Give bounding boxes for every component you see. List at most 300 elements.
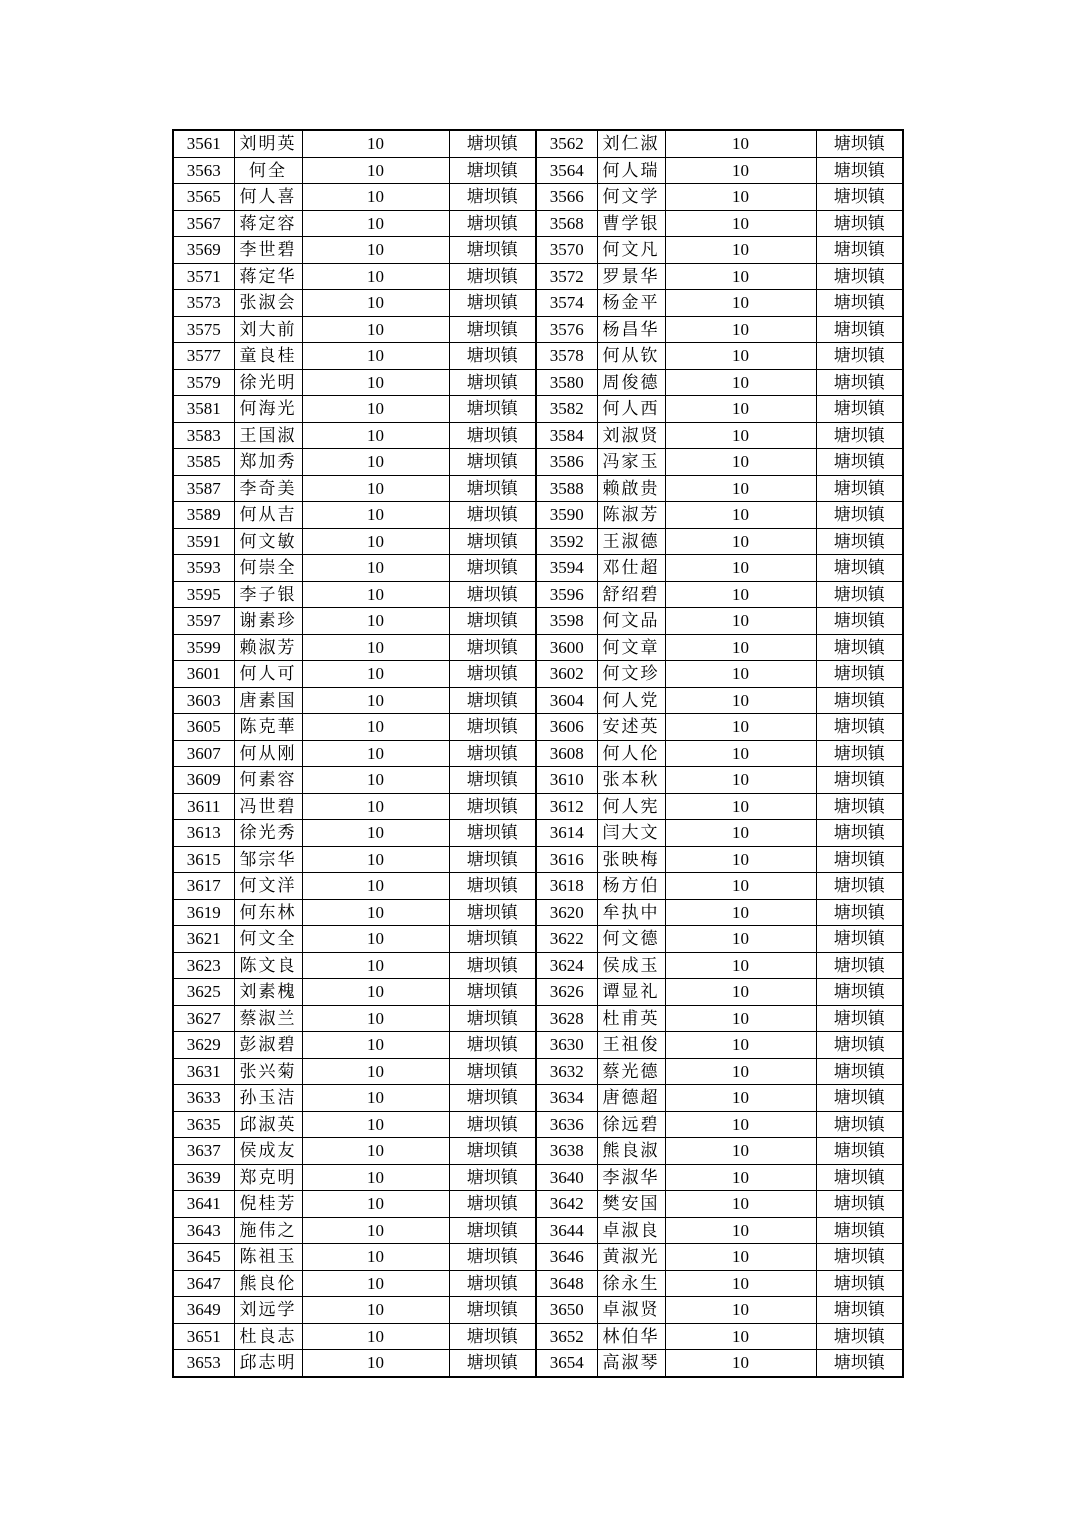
town-cell: 塘坝镇	[816, 793, 903, 820]
town-cell: 塘坝镇	[449, 979, 536, 1006]
person-name-cell: 杨昌华	[597, 316, 665, 343]
person-name-cell: 倪桂芳	[234, 1191, 302, 1218]
record-number-cell: 3642	[536, 1191, 597, 1218]
record-number-cell: 3605	[173, 714, 234, 741]
amount-cell: 10	[665, 581, 816, 608]
town-cell: 塘坝镇	[816, 634, 903, 661]
amount-cell: 10	[665, 1191, 816, 1218]
person-name-cell: 蔡淑兰	[234, 1005, 302, 1032]
amount-cell: 10	[302, 1323, 449, 1350]
person-name-cell: 施伟之	[234, 1217, 302, 1244]
record-number-cell: 3632	[536, 1058, 597, 1085]
amount-cell: 10	[665, 237, 816, 264]
town-cell: 塘坝镇	[816, 369, 903, 396]
town-cell: 塘坝镇	[449, 1005, 536, 1032]
town-cell: 塘坝镇	[816, 555, 903, 582]
record-number-cell: 3561	[173, 130, 234, 157]
amount-cell: 10	[302, 184, 449, 211]
person-name-cell: 何海光	[234, 396, 302, 423]
record-number-cell: 3651	[173, 1323, 234, 1350]
town-cell: 塘坝镇	[449, 740, 536, 767]
record-number-cell: 3645	[173, 1244, 234, 1271]
town-cell: 塘坝镇	[816, 1323, 903, 1350]
person-name-cell: 何文品	[597, 608, 665, 635]
town-cell: 塘坝镇	[816, 1191, 903, 1218]
amount-cell: 10	[302, 1138, 449, 1165]
person-name-cell: 何文珍	[597, 661, 665, 688]
table-row	[173, 1005, 903, 1032]
person-name-cell: 杜甫英	[597, 1005, 665, 1032]
record-number-cell: 3582	[536, 396, 597, 423]
table-row	[173, 1032, 903, 1059]
person-name-cell: 蒋定容	[234, 210, 302, 237]
person-name-cell: 闫大文	[597, 820, 665, 847]
town-cell: 塘坝镇	[449, 1323, 536, 1350]
town-cell: 塘坝镇	[816, 687, 903, 714]
amount-cell: 10	[302, 1350, 449, 1377]
town-cell: 塘坝镇	[449, 1217, 536, 1244]
amount-cell: 10	[302, 581, 449, 608]
person-name-cell: 冯家玉	[597, 449, 665, 476]
person-name-cell: 张淑会	[234, 290, 302, 317]
amount-cell: 10	[665, 979, 816, 1006]
table-row	[173, 1085, 903, 1112]
table-row	[173, 767, 903, 794]
person-name-cell: 赖淑芳	[234, 634, 302, 661]
amount-cell: 10	[302, 979, 449, 1006]
amount-cell: 10	[302, 1217, 449, 1244]
record-number-cell: 3635	[173, 1111, 234, 1138]
town-cell: 塘坝镇	[449, 1164, 536, 1191]
amount-cell: 10	[302, 1085, 449, 1112]
amount-cell: 10	[302, 926, 449, 953]
amount-cell: 10	[302, 634, 449, 661]
person-name-cell: 唐素国	[234, 687, 302, 714]
town-cell: 塘坝镇	[816, 767, 903, 794]
record-number-cell: 3637	[173, 1138, 234, 1165]
person-name-cell: 何从吉	[234, 502, 302, 529]
town-cell: 塘坝镇	[816, 846, 903, 873]
record-number-cell: 3587	[173, 475, 234, 502]
amount-cell: 10	[302, 899, 449, 926]
amount-cell: 10	[302, 422, 449, 449]
amount-cell: 10	[302, 1111, 449, 1138]
town-cell: 塘坝镇	[449, 157, 536, 184]
record-number-cell: 3566	[536, 184, 597, 211]
record-number-cell: 3652	[536, 1323, 597, 1350]
town-cell: 塘坝镇	[816, 130, 903, 157]
amount-cell: 10	[665, 820, 816, 847]
amount-cell: 10	[302, 952, 449, 979]
person-name-cell: 谭显礼	[597, 979, 665, 1006]
amount-cell: 10	[302, 263, 449, 290]
amount-cell: 10	[302, 528, 449, 555]
person-name-cell: 周俊德	[597, 369, 665, 396]
table-row	[173, 952, 903, 979]
person-name-cell: 樊安国	[597, 1191, 665, 1218]
table-row	[173, 290, 903, 317]
person-name-cell: 罗景华	[597, 263, 665, 290]
record-number-cell: 3610	[536, 767, 597, 794]
town-cell: 塘坝镇	[449, 1058, 536, 1085]
amount-cell: 10	[302, 820, 449, 847]
record-number-cell: 3604	[536, 687, 597, 714]
person-name-cell: 李子银	[234, 581, 302, 608]
table-row	[173, 608, 903, 635]
table-row	[173, 210, 903, 237]
person-name-cell: 侯成玉	[597, 952, 665, 979]
person-name-cell: 徐光秀	[234, 820, 302, 847]
amount-cell: 10	[665, 873, 816, 900]
amount-cell: 10	[665, 926, 816, 953]
record-number-cell: 3590	[536, 502, 597, 529]
person-name-cell: 何人西	[597, 396, 665, 423]
table-row	[173, 1244, 903, 1271]
person-name-cell: 何人可	[234, 661, 302, 688]
record-number-cell: 3643	[173, 1217, 234, 1244]
person-name-cell: 何全	[234, 157, 302, 184]
table-row	[173, 157, 903, 184]
record-number-cell: 3597	[173, 608, 234, 635]
person-name-cell: 杜良志	[234, 1323, 302, 1350]
town-cell: 塘坝镇	[449, 184, 536, 211]
person-name-cell: 何人伦	[597, 740, 665, 767]
town-cell: 塘坝镇	[816, 316, 903, 343]
town-cell: 塘坝镇	[816, 581, 903, 608]
record-number-cell: 3570	[536, 237, 597, 264]
town-cell: 塘坝镇	[816, 1164, 903, 1191]
person-name-cell: 何文敏	[234, 528, 302, 555]
table-row	[173, 820, 903, 847]
amount-cell: 10	[665, 952, 816, 979]
town-cell: 塘坝镇	[816, 899, 903, 926]
record-number-cell: 3575	[173, 316, 234, 343]
record-number-cell: 3608	[536, 740, 597, 767]
record-number-cell: 3579	[173, 369, 234, 396]
amount-cell: 10	[665, 1111, 816, 1138]
town-cell: 塘坝镇	[816, 952, 903, 979]
amount-cell: 10	[665, 1270, 816, 1297]
record-number-cell: 3616	[536, 846, 597, 873]
town-cell: 塘坝镇	[449, 422, 536, 449]
town-cell: 塘坝镇	[449, 581, 536, 608]
record-number-cell: 3634	[536, 1085, 597, 1112]
amount-cell: 10	[302, 290, 449, 317]
town-cell: 塘坝镇	[449, 343, 536, 370]
table-row	[173, 1270, 903, 1297]
amount-cell: 10	[665, 740, 816, 767]
person-name-cell: 徐光明	[234, 369, 302, 396]
table-row	[173, 1323, 903, 1350]
record-number-cell: 3622	[536, 926, 597, 953]
table-row	[173, 502, 903, 529]
town-cell: 塘坝镇	[816, 1058, 903, 1085]
person-name-cell: 孙玉洁	[234, 1085, 302, 1112]
amount-cell: 10	[302, 396, 449, 423]
town-cell: 塘坝镇	[816, 820, 903, 847]
amount-cell: 10	[302, 687, 449, 714]
record-number-cell: 3600	[536, 634, 597, 661]
amount-cell: 10	[302, 449, 449, 476]
amount-cell: 10	[302, 714, 449, 741]
record-number-cell: 3583	[173, 422, 234, 449]
amount-cell: 10	[302, 1164, 449, 1191]
record-number-cell: 3619	[173, 899, 234, 926]
table-row	[173, 316, 903, 343]
town-cell: 塘坝镇	[816, 740, 903, 767]
person-name-cell: 何从钦	[597, 343, 665, 370]
town-cell: 塘坝镇	[449, 1270, 536, 1297]
town-cell: 塘坝镇	[449, 714, 536, 741]
town-cell: 塘坝镇	[449, 1350, 536, 1377]
town-cell: 塘坝镇	[816, 608, 903, 635]
amount-cell: 10	[302, 343, 449, 370]
table-row	[173, 1350, 903, 1377]
record-number-cell: 3618	[536, 873, 597, 900]
amount-cell: 10	[665, 608, 816, 635]
amount-cell: 10	[665, 502, 816, 529]
amount-cell: 10	[665, 793, 816, 820]
amount-cell: 10	[302, 1244, 449, 1271]
person-name-cell: 何文德	[597, 926, 665, 953]
amount-cell: 10	[665, 1323, 816, 1350]
town-cell: 塘坝镇	[449, 369, 536, 396]
person-name-cell: 何文全	[234, 926, 302, 953]
amount-cell: 10	[665, 1164, 816, 1191]
record-number-cell: 3647	[173, 1270, 234, 1297]
amount-cell: 10	[665, 369, 816, 396]
table-row	[173, 714, 903, 741]
person-name-cell: 张本秋	[597, 767, 665, 794]
amount-cell: 10	[665, 846, 816, 873]
record-number-cell: 3638	[536, 1138, 597, 1165]
table-row	[173, 1217, 903, 1244]
table-row	[173, 263, 903, 290]
table-row	[173, 528, 903, 555]
record-number-cell: 3598	[536, 608, 597, 635]
town-cell: 塘坝镇	[449, 210, 536, 237]
record-number-cell: 3626	[536, 979, 597, 1006]
town-cell: 塘坝镇	[449, 502, 536, 529]
town-cell: 塘坝镇	[449, 528, 536, 555]
record-number-cell: 3595	[173, 581, 234, 608]
person-name-cell: 何人宪	[597, 793, 665, 820]
record-number-cell: 3602	[536, 661, 597, 688]
amount-cell: 10	[665, 422, 816, 449]
table-row	[173, 979, 903, 1006]
amount-cell: 10	[665, 1138, 816, 1165]
record-number-cell: 3623	[173, 952, 234, 979]
town-cell: 塘坝镇	[449, 820, 536, 847]
amount-cell: 10	[665, 130, 816, 157]
record-number-cell: 3584	[536, 422, 597, 449]
town-cell: 塘坝镇	[449, 873, 536, 900]
table-row	[173, 634, 903, 661]
town-cell: 塘坝镇	[816, 290, 903, 317]
person-name-cell: 何东林	[234, 899, 302, 926]
town-cell: 塘坝镇	[816, 210, 903, 237]
town-cell: 塘坝镇	[449, 846, 536, 873]
town-cell: 塘坝镇	[816, 1297, 903, 1324]
person-name-cell: 徐永生	[597, 1270, 665, 1297]
amount-cell: 10	[302, 846, 449, 873]
person-name-cell: 谢素珍	[234, 608, 302, 635]
table-row	[173, 369, 903, 396]
record-number-cell: 3649	[173, 1297, 234, 1324]
amount-cell: 10	[665, 1058, 816, 1085]
town-cell: 塘坝镇	[449, 290, 536, 317]
amount-cell: 10	[665, 316, 816, 343]
town-cell: 塘坝镇	[816, 1270, 903, 1297]
amount-cell: 10	[665, 290, 816, 317]
table-row	[173, 475, 903, 502]
table-row	[173, 793, 903, 820]
record-number-cell: 3621	[173, 926, 234, 953]
record-number-cell: 3650	[536, 1297, 597, 1324]
record-number-cell: 3609	[173, 767, 234, 794]
table-row	[173, 555, 903, 582]
table-row	[173, 873, 903, 900]
record-number-cell: 3613	[173, 820, 234, 847]
person-name-cell: 何人党	[597, 687, 665, 714]
amount-cell: 10	[665, 343, 816, 370]
town-cell: 塘坝镇	[816, 237, 903, 264]
town-cell: 塘坝镇	[816, 184, 903, 211]
record-number-cell: 3601	[173, 661, 234, 688]
person-name-cell: 刘明英	[234, 130, 302, 157]
person-name-cell: 侯成友	[234, 1138, 302, 1165]
person-name-cell: 何文章	[597, 634, 665, 661]
record-number-cell: 3641	[173, 1191, 234, 1218]
town-cell: 塘坝镇	[449, 237, 536, 264]
town-cell: 塘坝镇	[449, 608, 536, 635]
person-name-cell: 郑加秀	[234, 449, 302, 476]
amount-cell: 10	[665, 1032, 816, 1059]
table-row	[173, 581, 903, 608]
amount-cell: 10	[665, 555, 816, 582]
table-row	[173, 846, 903, 873]
amount-cell: 10	[302, 767, 449, 794]
amount-cell: 10	[665, 210, 816, 237]
record-number-cell: 3612	[536, 793, 597, 820]
amount-cell: 10	[665, 475, 816, 502]
town-cell: 塘坝镇	[449, 1111, 536, 1138]
record-number-cell: 3581	[173, 396, 234, 423]
town-cell: 塘坝镇	[449, 1085, 536, 1112]
town-cell: 塘坝镇	[449, 263, 536, 290]
record-number-cell: 3614	[536, 820, 597, 847]
town-cell: 塘坝镇	[449, 1191, 536, 1218]
record-number-cell: 3573	[173, 290, 234, 317]
town-cell: 塘坝镇	[449, 316, 536, 343]
town-cell: 塘坝镇	[449, 130, 536, 157]
town-cell: 塘坝镇	[449, 1244, 536, 1271]
record-number-cell: 3565	[173, 184, 234, 211]
person-name-cell: 李奇美	[234, 475, 302, 502]
roster-table	[172, 129, 904, 1378]
table-row	[173, 422, 903, 449]
record-number-cell: 3592	[536, 528, 597, 555]
amount-cell: 10	[665, 661, 816, 688]
table-row	[173, 1164, 903, 1191]
amount-cell: 10	[302, 130, 449, 157]
table-row	[173, 1111, 903, 1138]
amount-cell: 10	[302, 475, 449, 502]
amount-cell: 10	[665, 1085, 816, 1112]
record-number-cell: 3611	[173, 793, 234, 820]
town-cell: 塘坝镇	[449, 926, 536, 953]
amount-cell: 10	[302, 740, 449, 767]
record-number-cell: 3572	[536, 263, 597, 290]
record-number-cell: 3576	[536, 316, 597, 343]
record-number-cell: 3640	[536, 1164, 597, 1191]
record-number-cell: 3627	[173, 1005, 234, 1032]
person-name-cell: 何素容	[234, 767, 302, 794]
person-name-cell: 郑克明	[234, 1164, 302, 1191]
record-number-cell: 3636	[536, 1111, 597, 1138]
record-number-cell: 3653	[173, 1350, 234, 1377]
record-number-cell: 3569	[173, 237, 234, 264]
town-cell: 塘坝镇	[816, 661, 903, 688]
record-number-cell: 3577	[173, 343, 234, 370]
record-number-cell: 3648	[536, 1270, 597, 1297]
record-number-cell: 3591	[173, 528, 234, 555]
person-name-cell: 何文学	[597, 184, 665, 211]
person-name-cell: 张兴菊	[234, 1058, 302, 1085]
table-row	[173, 661, 903, 688]
record-number-cell: 3574	[536, 290, 597, 317]
person-name-cell: 何文凡	[597, 237, 665, 264]
town-cell: 塘坝镇	[816, 1217, 903, 1244]
record-number-cell: 3617	[173, 873, 234, 900]
town-cell: 塘坝镇	[449, 1032, 536, 1059]
amount-cell: 10	[302, 369, 449, 396]
town-cell: 塘坝镇	[449, 475, 536, 502]
amount-cell: 10	[302, 555, 449, 582]
person-name-cell: 杨金平	[597, 290, 665, 317]
amount-cell: 10	[302, 793, 449, 820]
amount-cell: 10	[665, 396, 816, 423]
amount-cell: 10	[302, 1270, 449, 1297]
person-name-cell: 彭淑碧	[234, 1032, 302, 1059]
person-name-cell: 熊良伦	[234, 1270, 302, 1297]
town-cell: 塘坝镇	[449, 793, 536, 820]
person-name-cell: 黄淑光	[597, 1244, 665, 1271]
amount-cell: 10	[302, 873, 449, 900]
amount-cell: 10	[302, 316, 449, 343]
record-number-cell: 3646	[536, 1244, 597, 1271]
town-cell: 塘坝镇	[816, 396, 903, 423]
table-row	[173, 1138, 903, 1165]
person-name-cell: 刘大前	[234, 316, 302, 343]
amount-cell: 10	[665, 899, 816, 926]
record-number-cell: 3586	[536, 449, 597, 476]
record-number-cell: 3639	[173, 1164, 234, 1191]
amount-cell: 10	[302, 608, 449, 635]
town-cell: 塘坝镇	[816, 873, 903, 900]
record-number-cell: 3563	[173, 157, 234, 184]
record-number-cell: 3568	[536, 210, 597, 237]
town-cell: 塘坝镇	[449, 687, 536, 714]
person-name-cell: 刘远学	[234, 1297, 302, 1324]
person-name-cell: 卓淑贤	[597, 1297, 665, 1324]
town-cell: 塘坝镇	[816, 926, 903, 953]
town-cell: 塘坝镇	[449, 396, 536, 423]
table-row	[173, 899, 903, 926]
record-number-cell: 3594	[536, 555, 597, 582]
person-name-cell: 陈祖玉	[234, 1244, 302, 1271]
record-number-cell: 3564	[536, 157, 597, 184]
